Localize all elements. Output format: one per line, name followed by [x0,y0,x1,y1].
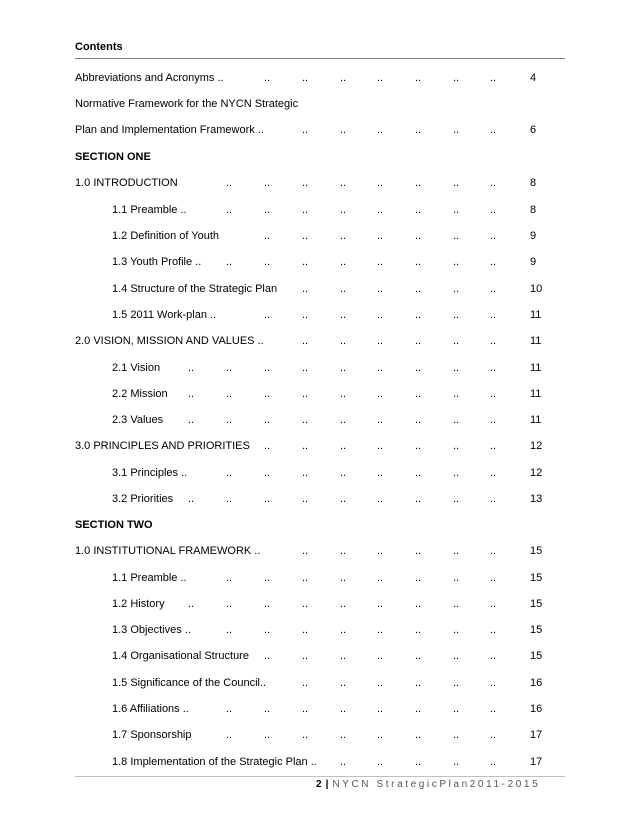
dot-leader: .. [264,309,271,321]
dot-leader: .. [340,493,347,505]
dot-leader: .. [302,124,309,136]
dot-leader: .. [453,230,460,242]
dot-leader: .. [490,124,497,136]
toc-entry [0,122,638,138]
toc-entry-page: 11 [530,388,542,400]
toc-entry-page: 15 [530,572,543,584]
dot-leader: .. [415,729,422,741]
dot-leader: .. [302,283,309,295]
toc-entry-title: 1.5 Significance of the Council.. [112,677,267,689]
dot-leader: .. [377,362,384,374]
dot-leader: .. [453,493,460,505]
dot-leader: .. [340,703,347,715]
toc-entry-title: 1.4 Structure of the Strategic Plan [112,283,278,295]
dot-leader: .. [453,256,460,268]
dot-leader: .. [264,703,271,715]
dot-leader: .. [490,624,497,636]
dot-leader: .. [377,124,384,136]
dot-leader: .. [377,545,384,557]
toc-entry-page: 11 [530,414,542,426]
toc-entry-title: SECTION TWO [75,519,153,531]
dot-leader: .. [264,388,271,400]
dot-leader: .. [302,72,309,84]
dot-leader: .. [340,230,347,242]
dot-leader: .. [188,414,195,426]
dot-leader: .. [340,414,347,426]
dot-leader: .. [415,703,422,715]
dot-leader: .. [264,230,271,242]
toc-entry [0,648,638,664]
dot-leader: .. [377,72,384,84]
dot-leader: .. [453,703,460,715]
dot-leader: .. [340,388,347,400]
toc-entry-page: 12 [530,440,543,452]
dot-leader: .. [340,335,347,347]
dot-leader: .. [453,414,460,426]
dot-leader: .. [453,204,460,216]
footer-page-number: 2 [316,779,322,790]
toc-entry [0,701,638,717]
toc-entry [0,675,638,691]
dot-leader: .. [453,624,460,636]
dot-leader: .. [340,362,347,374]
dot-leader: .. [453,677,460,689]
dot-leader: .. [226,362,233,374]
toc-entry-title: 2.2 Mission [112,388,168,400]
dot-leader: .. [415,256,422,268]
dot-leader: .. [415,650,422,662]
toc-entry-page: 11 [530,335,542,347]
dot-leader: .. [377,230,384,242]
dot-leader: .. [377,703,384,715]
dot-leader: .. [377,572,384,584]
dot-leader: .. [302,335,309,347]
dot-leader: .. [340,545,347,557]
dot-leader: .. [453,177,460,189]
dot-leader: .. [490,72,497,84]
dot-leader: .. [302,414,309,426]
dot-leader: .. [226,414,233,426]
dot-leader: .. [226,598,233,610]
toc-entry-title: 1.8 Implementation of the Strategic Plan .. [112,756,317,768]
dot-leader: .. [264,598,271,610]
toc-entry-title: 1.0 INSTITUTIONAL FRAMEWORK .. [75,545,261,557]
dot-leader: .. [490,230,497,242]
dot-leader: .. [226,204,233,216]
toc-entry-page: 6 [530,124,537,136]
dot-leader: .. [377,493,384,505]
dot-leader: .. [340,204,347,216]
dot-leader: .. [490,414,497,426]
dot-leader: .. [264,572,271,584]
dot-leader: .. [340,729,347,741]
toc-entry-title: Abbreviations and Acronyms .. [75,72,224,84]
toc-entry-title: 1.5 2011 Work-plan .. [112,309,217,321]
dot-leader: .. [226,388,233,400]
toc-entry-page: 17 [530,729,543,741]
dot-leader: .. [264,493,271,505]
dot-leader: .. [340,467,347,479]
dot-leader: .. [490,309,497,321]
dot-leader: .. [264,440,271,452]
toc-entry-title: 2.0 VISION, MISSION AND VALUES .. [75,335,264,347]
dot-leader: .. [415,467,422,479]
dot-leader: .. [377,335,384,347]
dot-leader: .. [490,204,497,216]
toc-entry [0,175,638,191]
dot-leader: .. [490,440,497,452]
dot-leader: .. [490,335,497,347]
dot-leader: .. [415,493,422,505]
dot-leader: .. [415,545,422,557]
dot-leader: .. [302,230,309,242]
dot-leader: .. [453,598,460,610]
toc-entry [0,543,638,559]
dot-leader: .. [340,677,347,689]
toc-entry-page: 12 [530,467,543,479]
dot-leader: .. [377,467,384,479]
dot-leader: .. [415,414,422,426]
dot-leader: .. [188,362,195,374]
dot-leader: .. [490,545,497,557]
toc-entry [0,333,638,349]
toc-entry-title: Normative Framework for the NYCN Strategic [75,98,299,110]
dot-leader: .. [490,650,497,662]
toc-entry [0,596,638,612]
toc-entry-page: 8 [530,204,537,216]
dot-leader: .. [377,598,384,610]
dot-leader: .. [302,204,309,216]
dot-leader: .. [415,177,422,189]
dot-leader: .. [490,467,497,479]
dot-leader: .. [302,362,309,374]
dot-leader: .. [453,467,460,479]
section-heading [0,149,638,165]
toc-entry-page: 16 [530,677,543,689]
dot-leader: .. [490,283,497,295]
dot-leader: .. [340,256,347,268]
dot-leader: .. [226,624,233,636]
toc-entry-title: 1.1 Preamble .. [112,572,187,584]
dot-leader: .. [453,650,460,662]
toc-entry-title: 1.6 Affiliations .. [112,703,189,715]
dot-leader: .. [490,703,497,715]
page-footer [316,779,540,790]
dot-leader: .. [377,624,384,636]
dot-leader: .. [377,729,384,741]
dot-leader: .. [340,309,347,321]
toc-entry-title: 1.2 History [112,598,165,610]
toc-entry [0,754,638,770]
dot-leader: .. [302,545,309,557]
dot-leader: .. [490,362,497,374]
dot-leader: .. [302,729,309,741]
dot-leader: .. [453,756,460,768]
dot-leader: .. [264,729,271,741]
dot-leader: .. [302,256,309,268]
dot-leader: .. [415,440,422,452]
toc-entry-page: 4 [530,72,537,84]
dot-leader: .. [377,756,384,768]
dot-leader: .. [226,729,233,741]
toc-entry-page: 16 [530,703,543,715]
dot-leader: .. [453,729,460,741]
dot-leader: .. [340,72,347,84]
dot-leader: .. [490,756,497,768]
dot-leader: .. [302,493,309,505]
dot-leader: .. [302,624,309,636]
dot-leader: .. [226,256,233,268]
toc-entry [0,465,638,481]
toc-entry-page: 9 [530,230,537,242]
toc-entry-title: 1.7 Sponsorship [112,729,192,741]
toc-entry [0,228,638,244]
toc-entry-title: 1.3 Objectives .. [112,624,191,636]
dot-leader: .. [226,493,233,505]
section-heading [0,517,638,533]
dot-leader: .. [264,624,271,636]
dot-leader: .. [302,677,309,689]
dot-leader: .. [415,283,422,295]
dot-leader: .. [340,572,347,584]
dot-leader: .. [490,729,497,741]
dot-leader: .. [226,177,233,189]
toc-entry-title: 1.4 Organisational Structure [112,650,249,662]
dot-leader: .. [490,677,497,689]
dot-leader: .. [264,467,271,479]
dot-leader: .. [415,335,422,347]
dot-leader: .. [490,388,497,400]
toc-entry-page: 13 [530,493,543,505]
dot-leader: .. [377,177,384,189]
toc-entry [0,360,638,376]
toc-entry [0,202,638,218]
dot-leader: .. [453,440,460,452]
dot-leader: .. [302,572,309,584]
dot-leader: .. [377,283,384,295]
dot-leader: .. [415,204,422,216]
toc-entry-title: 3.2 Priorities [112,493,174,505]
dot-leader: .. [377,650,384,662]
dot-leader: .. [264,650,271,662]
dot-leader: .. [340,650,347,662]
dot-leader: .. [453,388,460,400]
dot-leader: .. [415,309,422,321]
dot-leader: .. [302,598,309,610]
toc-entry-page: 15 [530,598,543,610]
dot-leader: .. [302,388,309,400]
dot-leader: .. [453,72,460,84]
toc-entry [0,254,638,270]
dot-leader: .. [490,572,497,584]
dot-leader: .. [340,624,347,636]
dot-leader: .. [264,72,271,84]
dot-leader: .. [453,335,460,347]
dot-leader: .. [415,624,422,636]
toc-entry-title: SECTION ONE [75,151,151,163]
dot-leader: .. [302,650,309,662]
dot-leader: .. [415,388,422,400]
toc-entry [0,70,638,86]
dot-leader: .. [377,256,384,268]
dot-leader: .. [415,572,422,584]
dot-leader: .. [377,388,384,400]
dot-leader: .. [453,545,460,557]
dot-leader: .. [377,309,384,321]
dot-leader: .. [340,440,347,452]
toc-entry [0,570,638,586]
dot-leader: .. [415,677,422,689]
toc-entry-page: 15 [530,650,543,662]
dot-leader: .. [226,572,233,584]
dot-leader: .. [415,230,422,242]
dot-leader: .. [415,124,422,136]
toc-entry [0,622,638,638]
dot-leader: .. [453,362,460,374]
footer-document-title: NYCN StrategicPlan2011-2015 [332,779,541,790]
toc-entry-page: 15 [530,545,543,557]
toc-entry-page: 8 [530,177,537,189]
toc-entry-page: 9 [530,256,537,268]
dot-leader: .. [377,414,384,426]
toc-entry-title: 3.1 Principles .. [112,467,188,479]
toc-entry [0,281,638,297]
toc-entry-page: 15 [530,624,543,636]
toc-entry-title: 3.0 PRINCIPLES AND PRIORITIES [75,440,250,452]
toc-entry-title: 1.2 Definition of Youth [112,230,220,242]
toc-entry-title: 2.1 Vision [112,362,161,374]
dot-leader: .. [264,414,271,426]
toc-entry-page: 11 [530,362,542,374]
dot-leader: .. [188,493,195,505]
dot-leader: .. [340,756,347,768]
toc-entry-title: 1.1 Preamble .. [112,204,187,216]
dot-leader: .. [453,124,460,136]
dot-leader: .. [188,388,195,400]
dot-leader: .. [302,467,309,479]
dot-leader: .. [264,256,271,268]
toc-entry-title: Plan and Implementation Framework .. [75,124,264,136]
dot-leader: .. [340,283,347,295]
dot-leader: .. [415,72,422,84]
toc-entry-page: 11 [530,309,542,321]
dot-leader: .. [302,703,309,715]
dot-leader: .. [226,703,233,715]
dot-leader: .. [490,598,497,610]
dot-leader: .. [302,309,309,321]
toc-entry-title: 2.3 Values [112,414,164,426]
dot-leader: .. [264,362,271,374]
contents-heading: Contents [75,41,123,53]
dot-leader: .. [340,124,347,136]
dot-leader: .. [490,493,497,505]
dot-leader: .. [340,598,347,610]
dot-leader: .. [415,598,422,610]
footer-divider [75,776,565,777]
dot-leader: .. [377,440,384,452]
toc-entry-page: 17 [530,756,543,768]
dot-leader: .. [226,467,233,479]
toc-entry-title: 1.0 INTRODUCTION [75,177,178,189]
toc-entry [0,307,638,323]
toc-entry [0,96,638,112]
toc-entry [0,491,638,507]
toc-entry [0,412,638,428]
dot-leader: .. [453,309,460,321]
footer-separator: | [325,779,329,790]
dot-leader: .. [302,440,309,452]
toc-entry [0,438,638,454]
toc-entry [0,727,638,743]
dot-leader: .. [490,256,497,268]
dot-leader: .. [377,677,384,689]
dot-leader: .. [377,204,384,216]
dot-leader: .. [340,177,347,189]
dot-leader: .. [188,598,195,610]
dot-leader: .. [264,177,271,189]
toc-entry-page: 10 [530,283,543,295]
dot-leader: .. [415,362,422,374]
dot-leader: .. [453,572,460,584]
toc-entry-title: 1.3 Youth Profile .. [112,256,202,268]
dot-leader: .. [264,204,271,216]
toc-entry [0,386,638,402]
dot-leader: .. [415,756,422,768]
dot-leader: .. [302,177,309,189]
heading-divider [75,58,565,59]
dot-leader: .. [453,283,460,295]
dot-leader: .. [490,177,497,189]
